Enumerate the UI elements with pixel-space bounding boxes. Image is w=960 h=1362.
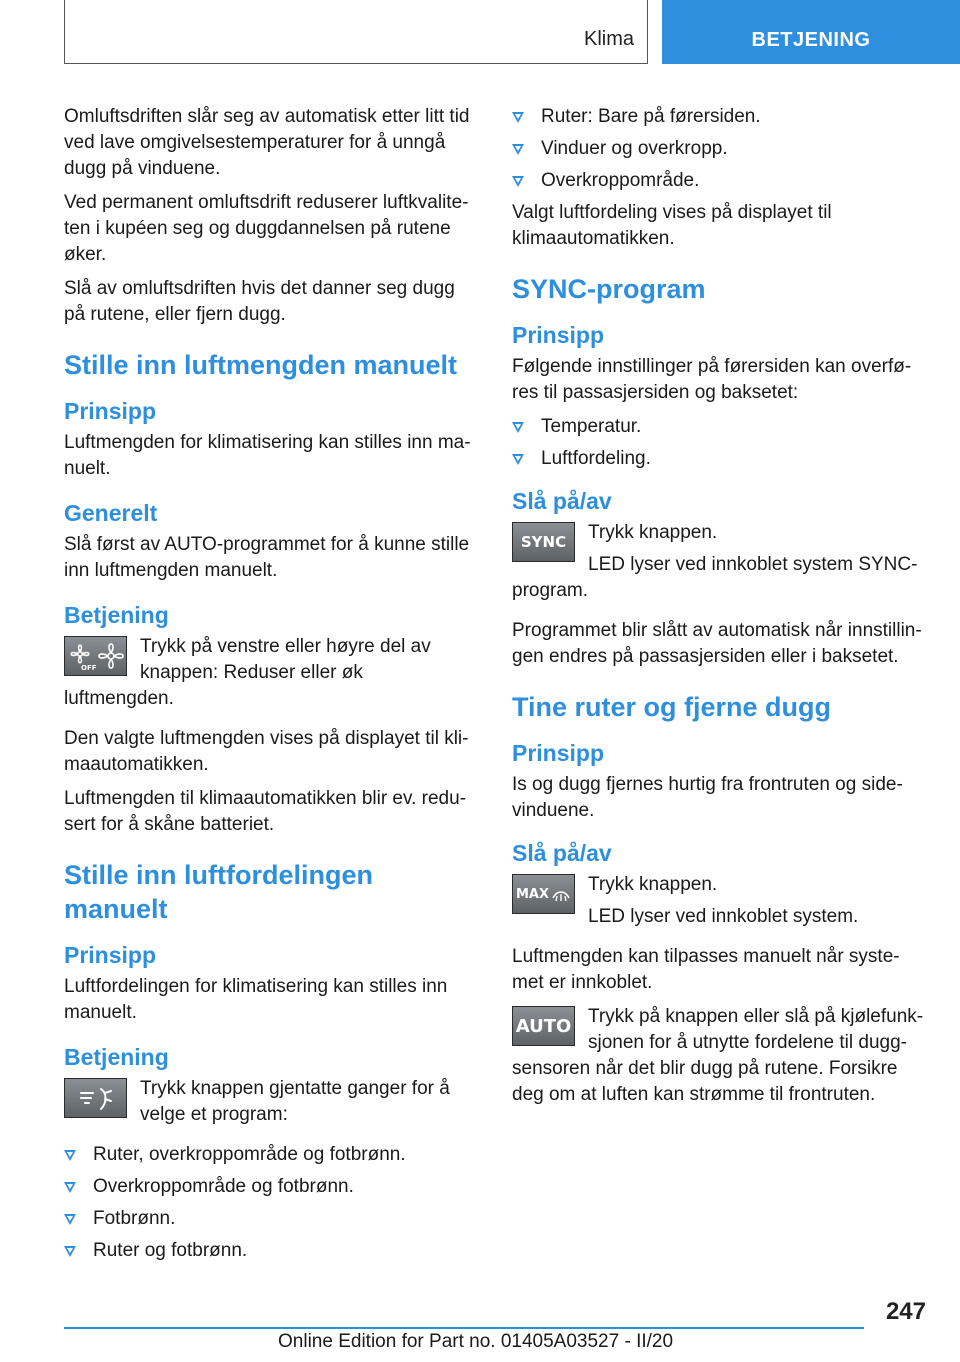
max-button-block xyxy=(512,872,924,936)
paragraph: Ved permanent omluftsdrift reduserer luftkvaliteten i kupéen seg og duggdannelsen på rutene øker. xyxy=(64,192,469,265)
bullet-triangle-icon xyxy=(512,112,524,123)
chapter-tab[interactable] xyxy=(662,0,960,64)
bullet-triangle-icon xyxy=(64,1150,76,1161)
paragraph: Valgt luftfordeling vises på displayet til klimaautomatikken. xyxy=(512,202,832,249)
paragraph: Luftmengden for klimatisering kan stilles inn manuelt. xyxy=(64,432,471,479)
bullet-triangle-icon xyxy=(512,422,524,433)
heading-sync: SYNC-program xyxy=(512,274,706,304)
list-item: Ruter, overkroppområde og fotbrønn. xyxy=(64,1142,476,1168)
list-item: Luftfordeling. xyxy=(512,446,924,472)
header-frame xyxy=(64,0,648,64)
footer-divider xyxy=(64,1327,864,1329)
paragraph: Den valgte luftmengden vises på displayet til klimaautomatikken. xyxy=(64,728,469,775)
fan-button-image xyxy=(64,636,127,676)
subheading-principle: Prinsipp xyxy=(64,942,157,968)
subheading-principle: Prinsipp xyxy=(64,398,157,424)
paragraph: Trykk på venstre eller høyre del av knappen: Reduser eller øk luftmengden. xyxy=(64,636,431,709)
subheading-onoff: Slå på/av xyxy=(512,840,612,866)
svg-text:OFF: OFF xyxy=(80,664,97,672)
chapter-label: BETJENING xyxy=(751,29,871,51)
paragraph: Slå først av AUTO-programmet for å kunne stille inn luftmengden manuelt. xyxy=(64,534,470,581)
program-list-continued xyxy=(512,104,924,194)
right-column xyxy=(512,104,924,1116)
bullet-triangle-icon xyxy=(64,1246,76,1257)
fan-button-block xyxy=(64,634,476,718)
subheading-operation: Betjening xyxy=(64,1044,169,1070)
paragraph: LED lyser ved innkoblet system SYNC-program. xyxy=(512,554,918,601)
bullet-triangle-icon xyxy=(512,144,524,155)
section-title: Klima xyxy=(583,28,634,50)
sync-button-block xyxy=(512,520,924,610)
bullet-triangle-icon xyxy=(64,1214,76,1225)
bullet-triangle-icon xyxy=(512,176,524,187)
list-item: Overkroppområde og fotbrønn. xyxy=(64,1174,476,1200)
paragraph: Luftmengden kan tilpasses manuelt når systemet er innkoblet. xyxy=(512,946,900,993)
list-item: Vinduer og overkropp. xyxy=(512,136,924,162)
sync-list xyxy=(512,414,924,472)
sync-button-image: SYNC xyxy=(512,522,575,562)
list-item: Fotbrønn. xyxy=(64,1206,476,1232)
list-item: Ruter og fotbrønn. xyxy=(64,1238,476,1264)
defrost-icon xyxy=(551,884,571,904)
paragraph: Trykk knappen. xyxy=(588,522,718,543)
subheading-operation: Betjening xyxy=(64,602,169,628)
paragraph: Programmet blir slått av automatisk når innstillingen endres på passasjersiden eller i baksetet. xyxy=(512,620,922,667)
list-item: Ruter: Bare på førersiden. xyxy=(512,104,924,130)
paragraph: Omluftsdriften slår seg av automatisk etter litt tid ved lave omgivelsestemperaturer for å unngå dugg på vinduene. xyxy=(64,106,470,179)
paragraph: Luftmengden til klimaautomatikken blir ev. redusert for å skåne batteriet. xyxy=(64,788,467,835)
subheading-general: Generelt xyxy=(64,500,158,526)
program-list xyxy=(64,1142,476,1264)
subheading-principle: Prinsipp xyxy=(512,322,605,348)
bullet-triangle-icon xyxy=(512,454,524,465)
auto-button-image: AUTO xyxy=(512,1006,575,1046)
heading-distribution: Stille inn luftfordelingen manuelt xyxy=(64,860,373,924)
subheading-onoff: Slå på/av xyxy=(512,488,612,514)
heading-defrost: Tine ruter og fjerne dugg xyxy=(512,692,832,722)
subheading-principle: Prinsipp xyxy=(512,740,605,766)
paragraph: Luftfordelingen for klimatisering kan stilles inn manuelt. xyxy=(64,976,448,1023)
paragraph: Slå av omluftsdriften hvis det danner seg dugg på rutene, eller fjern dugg. xyxy=(64,278,455,325)
left-column xyxy=(64,104,476,1270)
paragraph: Trykk på knappen eller slå på kjølefunksjonen for å utnytte fordelene til duggsensoren når det blir dugg på rutene. Forsikre deg om at luften kan strømme til frontruten. xyxy=(512,1006,924,1105)
auto-button-block xyxy=(512,1004,924,1108)
paragraph: Trykk knappen. xyxy=(588,874,718,895)
list-item: Temperatur. xyxy=(512,414,924,440)
list-item: Overkroppområde. xyxy=(512,168,924,194)
heading-airflow: Stille inn luftmengden manuelt xyxy=(64,350,458,380)
paragraph: Følgende innstillinger på førersiden kan overføres til passasjersiden og baksetet: xyxy=(512,356,912,403)
paragraph: LED lyser ved innkoblet system. xyxy=(588,906,859,927)
bullet-triangle-icon xyxy=(64,1182,76,1193)
edition-footer: Online Edition for Part no. 01405A03527 - II/20 xyxy=(278,1331,674,1352)
paragraph: Trykk knappen gjentatte ganger for å velge et program: xyxy=(140,1078,450,1125)
distribution-button-block xyxy=(64,1076,476,1134)
air-distribution-button-image xyxy=(64,1078,127,1118)
max-defrost-button-image: MAX xyxy=(512,874,575,914)
paragraph: Is og dugg fjernes hurtig fra frontruten og sidevinduene. xyxy=(512,774,903,821)
page-number: 247 xyxy=(885,1298,926,1325)
